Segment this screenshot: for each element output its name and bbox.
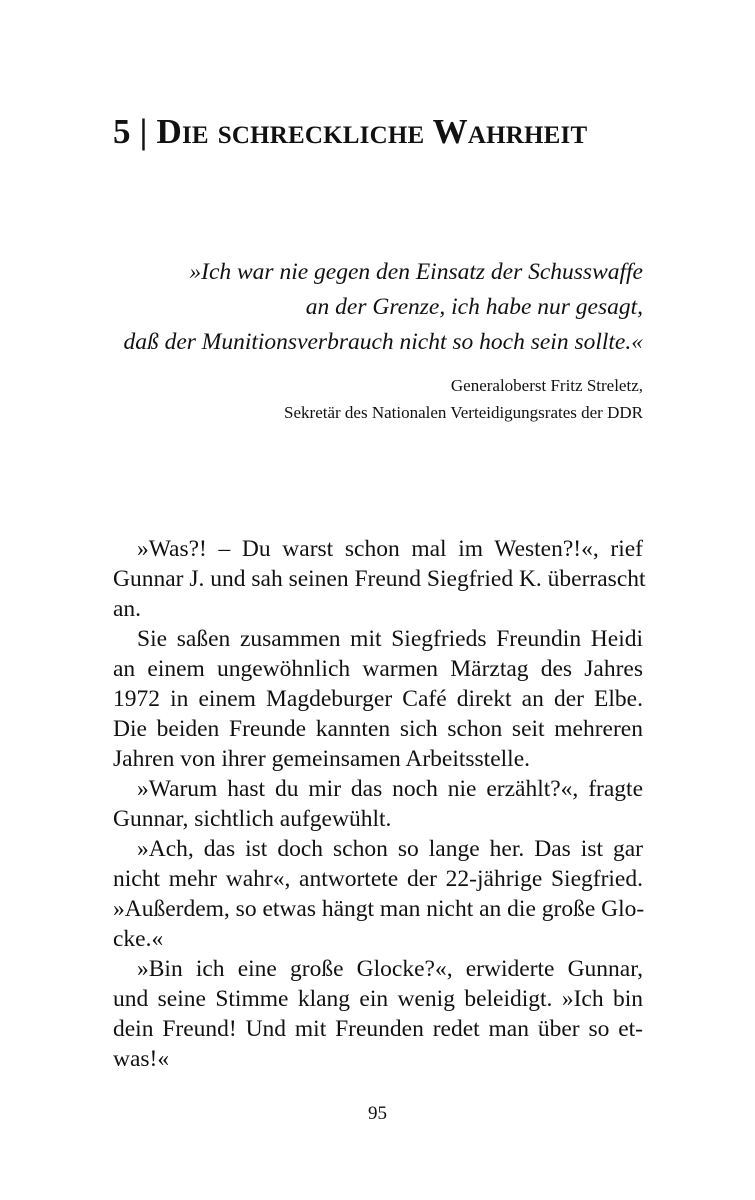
text-line: »Warum hast du mir das noch nie erzählt?«, fragte [137, 776, 643, 802]
text-line: »Ach, das ist doch schon so lange her. Das ist gar [137, 836, 643, 862]
text-line: Gunnar J. und sah seinen Freund Siegfried K. überrascht [113, 566, 646, 592]
text-line: »Was?! – Du warst schon mal im Westen?!«, rief [137, 536, 643, 562]
text-line: cke.« [113, 926, 164, 952]
text-line: an einem ungewöhnlich warmen Märztag des Jahres [113, 656, 643, 682]
text-line: Sie saßen zusammen mit Siegfrieds Freundin Heidi [137, 626, 643, 652]
epigraph-attribution [284, 372, 643, 426]
epigraph-line: an der Grenze, ich habe nur gesagt, [305, 294, 643, 320]
attribution-role: Sekretär des Nationalen Verteidigungsrates der DDR [284, 403, 643, 422]
text-line: Gunnar, sichtlich aufgewühlt. [113, 806, 392, 832]
text-line: »Bin ich eine große Glocke?«, erwiderte Gunnar, [137, 956, 643, 982]
attribution-name: Generaloberst Fritz Streletz, [450, 376, 643, 395]
text-line: 1972 in einem Magdeburger Café direkt an der Elbe. [113, 686, 643, 712]
text-line: an. [113, 596, 142, 622]
text-line: »Außerdem, so etwas hängt man nicht an die große Glo- [113, 896, 645, 922]
epigraph-line: »Ich war nie gegen den Einsatz der Schusswaffe [189, 259, 643, 285]
text-line: Jahren von ihrer gemeinsamen Arbeitsstelle. [113, 746, 530, 772]
text-line: dein Freund! Und mit Freunden redet man über so et- [113, 1016, 643, 1042]
epigraph-quote [123, 255, 643, 360]
page-number: 95 [368, 1103, 387, 1124]
text-line: Die beiden Freunde kannten sich schon seit mehreren [113, 716, 643, 742]
text-line: und seine Stimme klang ein wenig beleidigt. »Ich bin [113, 986, 643, 1012]
body-text [113, 534, 646, 1074]
chapter-title: 5 | Die schreckliche Wahrheit [113, 112, 588, 151]
epigraph-line: daß der Munitionsverbrauch nicht so hoch sein sollte.« [123, 329, 643, 355]
text-line: nicht mehr wahr«, antwortete der 22-jährige Siegfried. [113, 866, 643, 892]
text-line: was!« [113, 1046, 170, 1072]
